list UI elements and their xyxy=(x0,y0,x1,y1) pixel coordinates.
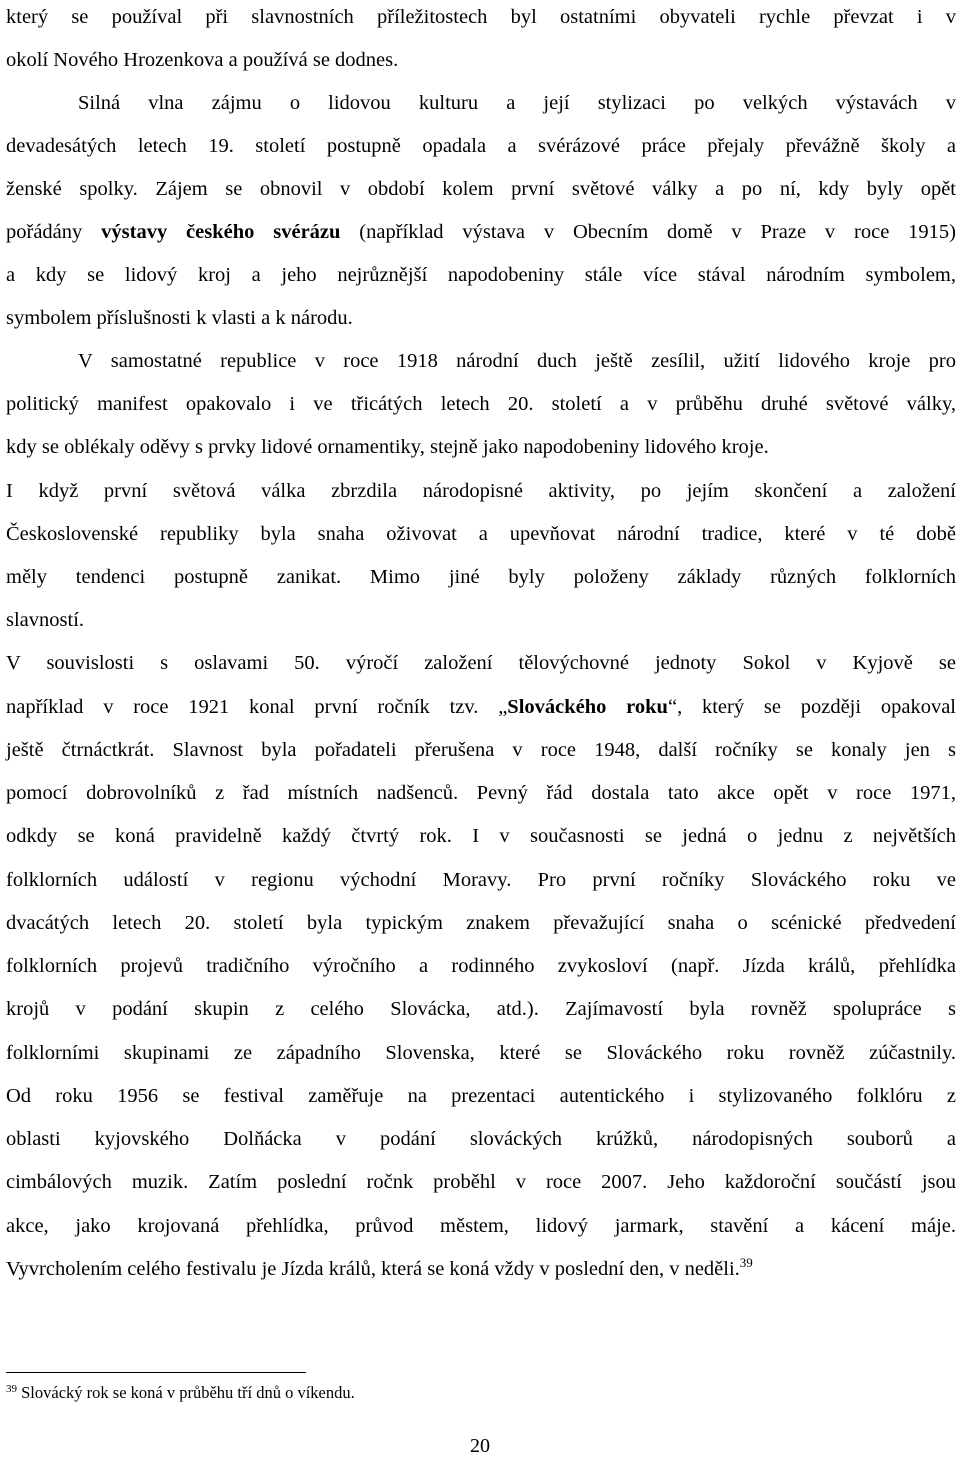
text-line: cimbálových muzik. Zatím poslední ročnk proběhl v roce 2007. Jeho každoroční součástí jsou xyxy=(6,1171,956,1193)
text-line: folklorních projevů tradičního výročního a rodinného zvykosloví (např. Jízda králů, přehlídka xyxy=(6,955,956,977)
text-line: folklorních událostí v regionu východní Moravy. Pro první ročníky Slováckého roku ve xyxy=(6,869,956,891)
footnote xyxy=(6,1382,355,1404)
text-line: Silná vlna zájmu o lidovou kulturu a její stylizaci po velkých výstavách v xyxy=(78,92,956,114)
text-line: kdy se oblékaly oděvy s prvky lidové ornamentiky, stejně jako napodobeniny lidového kroje. xyxy=(6,436,769,458)
text-line xyxy=(6,694,956,720)
text-line: odkdy se koná pravidelně každý čtvrtý rok. I v současnosti se jedná o jednu z největších xyxy=(6,825,956,847)
text-run: Vyvrcholením celého festivalu je Jízda králů, která se koná vždy v poslední den, v neděli. xyxy=(6,1258,740,1280)
page-number: 20 xyxy=(470,1435,490,1457)
text-line: ještě čtrnáctkrát. Slavnost byla pořadateli přerušena v roce 1948, další ročníky se konaly jen s xyxy=(6,739,956,761)
text-run: pořádány xyxy=(6,221,102,243)
text-line: V samostatné republice v roce 1918 národní duch ještě zesílil, užití lidového kroje pro xyxy=(78,350,956,372)
text-line: folklorními skupinami ze západního Slovenska, které se Slováckého roku rovněž zúčastnily. xyxy=(6,1042,956,1064)
text-line: symbolem příslušnosti k vlasti a k národu. xyxy=(6,307,353,329)
text-run: (například výstava v Obecním domě v Praze v roce 1915) xyxy=(340,221,956,243)
bold-term: Slováckého roku xyxy=(507,696,668,718)
text-line: I když první světová válka zbrzdila národopisné aktivity, po jejím skončení a založení xyxy=(6,480,956,502)
text-run: “, který se později opakoval xyxy=(667,696,956,718)
text-line: krojů v podání skupin z celého Slovácka, atd.). Zajímavostí byla rovněž spolupráce s xyxy=(6,998,956,1020)
text-line: dvacátých letech 20. století byla typickým znakem převažující snaha o scénické předvedení xyxy=(6,912,956,934)
text-line: okolí Nového Hrozenkova a používá se dodnes. xyxy=(6,49,399,71)
text-line: devadesátých letech 19. století postupně opadala a svérázové práce přejaly převážně školy a xyxy=(6,135,956,157)
text-line: Československé republiky byla snaha oživovat a upevňovat národní tradice, které v té době xyxy=(6,523,956,545)
text-line: oblasti kyjovského Dolňácka v podání slováckých krúžků, národopisných souborů a xyxy=(6,1128,956,1150)
footnote-separator xyxy=(6,1372,306,1373)
text-line: ženské spolky. Zájem se obnovil v období kolem první světové války a po ní, kdy byly opět xyxy=(6,178,956,200)
text-line: V souvislosti s oslavami 50. výročí založení tělovýchovné jednoty Sokol v Kyjově se xyxy=(6,652,956,674)
text-line: akce, jako krojovaná přehlídka, průvod městem, lidový jarmark, stavění a kácení máje. xyxy=(6,1215,956,1237)
text-line: a kdy se lidový kroj a jeho nejrůznější napodobeniny stále více stával národním symbolem, xyxy=(6,264,956,286)
text-line: který se používal při slavnostních příležitostech byl ostatními obyvateli rychle převzat i v xyxy=(6,6,956,28)
text-line: měly tendenci postupně zanikat. Mimo jiné byly položeny základy různých folklorních xyxy=(6,566,956,588)
text-run: například v roce 1921 konal první ročník tzv. „ xyxy=(6,696,508,718)
text-line xyxy=(6,1256,956,1282)
text-line: politický manifest opakovalo i ve třicátých letech 20. století a v průběhu druhé světové války, xyxy=(6,393,956,415)
text-line: pomocí dobrovolníků z řad místních nadšenců. Pevný řád dostala tato akce opět v roce 1971, xyxy=(6,782,956,804)
text-line: slavností. xyxy=(6,609,85,631)
footnote-number: 39 xyxy=(6,1383,17,1395)
text-line xyxy=(6,219,956,245)
bold-term: výstavy českého svérázu xyxy=(101,221,341,243)
text-line: Od roku 1956 se festival zaměřuje na prezentaci autentického i stylizovaného folklóru z xyxy=(6,1085,956,1107)
footnote-reference[interactable]: 39 xyxy=(739,1255,753,1270)
footnote-text: Slovácký rok se koná v průběhu tří dnů o víkendu. xyxy=(21,1383,355,1402)
